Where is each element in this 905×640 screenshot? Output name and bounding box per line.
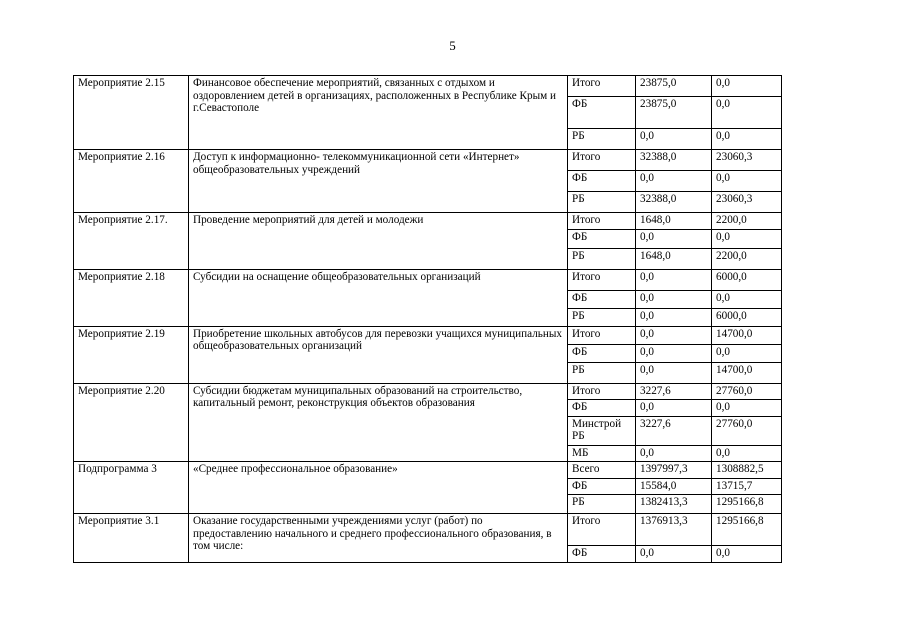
source-cell: ФБ [568, 97, 636, 129]
source-cell: ФБ [568, 478, 636, 495]
value-cell: 3227,6 [636, 416, 712, 445]
source-cell: Итого [568, 150, 636, 171]
event-cell: Мероприятие 2.18 [74, 269, 189, 326]
value-cell: 15584,0 [636, 478, 712, 495]
source-cell: МБ [568, 445, 636, 462]
value-cell: 0,0 [712, 171, 782, 192]
source-cell: РБ [568, 308, 636, 326]
description-cell: Субсидии бюджетам муниципальных образований на строительство, капитальный ремонт, реконструкция объектов образования [189, 383, 568, 462]
value-cell: 6000,0 [712, 308, 782, 326]
value-cell: 14700,0 [712, 326, 782, 344]
table-row [74, 269, 782, 290]
value-cell: 2200,0 [712, 248, 782, 269]
source-cell: Итого [568, 383, 636, 400]
value-cell: 14700,0 [712, 362, 782, 383]
value-cell: 1382413,3 [636, 495, 712, 514]
value-cell: 0,0 [712, 400, 782, 417]
source-cell: Итого [568, 514, 636, 546]
source-cell: РБ [568, 248, 636, 269]
source-cell: ФБ [568, 229, 636, 248]
source-cell: ФБ [568, 400, 636, 417]
source-cell: РБ [568, 495, 636, 514]
value-cell: 0,0 [712, 229, 782, 248]
event-cell: Мероприятие 2.19 [74, 326, 189, 383]
event-cell: Мероприятие 2.16 [74, 150, 189, 213]
value-cell: 0,0 [712, 290, 782, 308]
value-cell: 0,0 [636, 229, 712, 248]
value-cell: 0,0 [636, 344, 712, 362]
value-cell: 23060,3 [712, 192, 782, 213]
value-cell: 0,0 [712, 344, 782, 362]
value-cell: 0,0 [712, 76, 782, 97]
value-cell: 23875,0 [636, 76, 712, 97]
source-cell: РБ [568, 192, 636, 213]
source-cell: ФБ [568, 171, 636, 192]
value-cell: 0,0 [636, 400, 712, 417]
event-cell: Мероприятие 2.17. [74, 213, 189, 270]
value-cell: 6000,0 [712, 269, 782, 290]
source-cell: Итого [568, 76, 636, 97]
value-cell: 27760,0 [712, 416, 782, 445]
value-cell: 23060,3 [712, 150, 782, 171]
source-cell: Итого [568, 326, 636, 344]
description-cell: Финансовое обеспечение мероприятий, связанных с отдыхом и оздоровлением детей в организациях, расположенных в Республике Крым и г.Севастополе [189, 76, 568, 150]
event-cell: Мероприятие 2.20 [74, 383, 189, 462]
value-cell: 1295166,8 [712, 495, 782, 514]
source-cell: РБ [568, 129, 636, 150]
value-cell: 27760,0 [712, 383, 782, 400]
source-cell: Итого [568, 269, 636, 290]
table-row [74, 462, 782, 479]
value-cell: 0,0 [712, 445, 782, 462]
value-cell: 0,0 [636, 290, 712, 308]
event-cell: Подпрограмма 3 [74, 462, 189, 514]
source-cell: Итого [568, 213, 636, 230]
value-cell: 13715,7 [712, 478, 782, 495]
description-cell: Приобретение школьных автобусов для перевозки учащихся муниципальных общеобразовательных организаций [189, 326, 568, 383]
value-cell: 1295166,8 [712, 514, 782, 546]
table-row [74, 213, 782, 230]
value-cell: 1397997,3 [636, 462, 712, 479]
description-cell: Оказание государственными учреждениями услуг (работ) по предоставлению начального и среднего профессионального образования, в том числе: [189, 514, 568, 563]
source-cell: Минстрой РБ [568, 416, 636, 445]
value-cell: 0,0 [636, 445, 712, 462]
table-row [74, 514, 782, 546]
description-cell: Субсидии на оснащение общеобразовательных организаций [189, 269, 568, 326]
value-cell: 0,0 [636, 171, 712, 192]
page-number: 5 [449, 38, 456, 53]
source-cell: РБ [568, 362, 636, 383]
value-cell: 0,0 [712, 546, 782, 563]
value-cell: 0,0 [712, 97, 782, 129]
value-cell: 0,0 [636, 362, 712, 383]
source-cell: ФБ [568, 546, 636, 563]
value-cell: 32388,0 [636, 192, 712, 213]
table-row [74, 150, 782, 171]
value-cell: 0,0 [636, 326, 712, 344]
source-cell: ФБ [568, 344, 636, 362]
event-cell: Мероприятие 2.15 [74, 76, 189, 150]
value-cell: 23875,0 [636, 97, 712, 129]
budget-table [73, 75, 782, 563]
value-cell: 3227,6 [636, 383, 712, 400]
description-cell: Доступ к информационно- телекоммуникационной сети «Интернет» общеобразовательных учреждений [189, 150, 568, 213]
value-cell: 0,0 [636, 546, 712, 563]
value-cell: 1648,0 [636, 213, 712, 230]
value-cell: 1648,0 [636, 248, 712, 269]
description-cell: Проведение мероприятий для детей и молодежи [189, 213, 568, 270]
table-row [74, 383, 782, 400]
value-cell: 1376913,3 [636, 514, 712, 546]
description-cell: «Среднее профессиональное образование» [189, 462, 568, 514]
value-cell: 0,0 [636, 129, 712, 150]
value-cell: 0,0 [636, 308, 712, 326]
source-cell: ФБ [568, 290, 636, 308]
value-cell: 0,0 [712, 129, 782, 150]
value-cell: 2200,0 [712, 213, 782, 230]
value-cell: 1308882,5 [712, 462, 782, 479]
value-cell: 0,0 [636, 269, 712, 290]
value-cell: 32388,0 [636, 150, 712, 171]
table-row [74, 76, 782, 97]
event-cell: Мероприятие 3.1 [74, 514, 189, 563]
table-row [74, 326, 782, 344]
source-cell: Всего [568, 462, 636, 479]
